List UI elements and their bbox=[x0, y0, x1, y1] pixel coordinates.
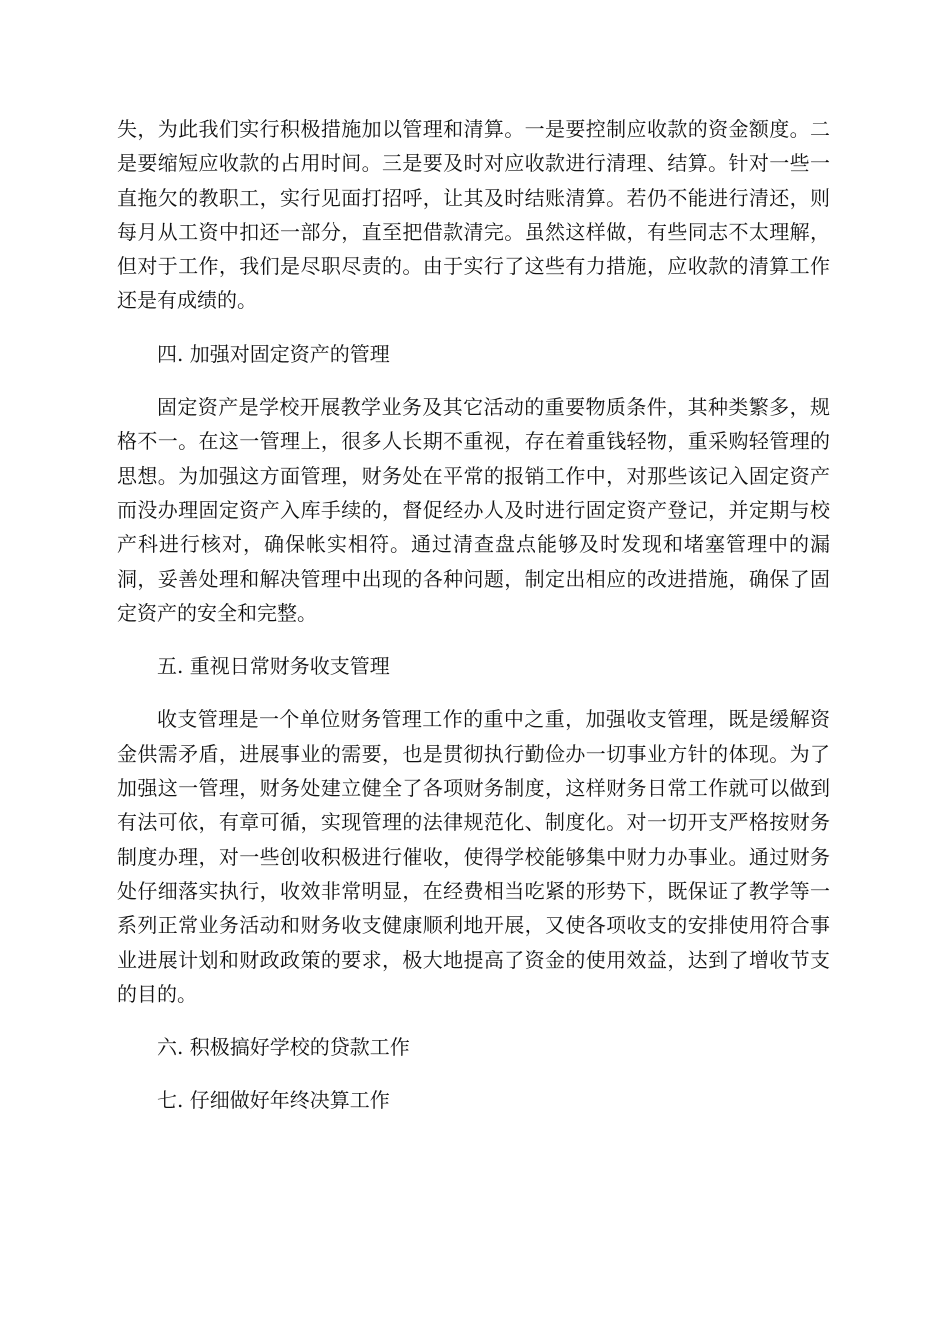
heading-daily-finance: 五. 重视日常财务收支管理 bbox=[157, 654, 390, 679]
heading-loans: 六. 积极搞好学校的贷款工作 bbox=[157, 1035, 410, 1060]
paragraph-fixed-assets: 固定资产是学校开展教学业务及其它活动的重要物质条件，其种类繁多，规格不一。在这一管理上，很多人长期不重视，存在着重钱轻物，重采购轻管理的思想。为加强这方面管理，财务处在平常的报销工作中，对那些该记入固定资产而没办理固定资产入库手续的，督促经办人及时进行固定资产登记，并定期与校产科进行核对，确保帐实相符。通过清查盘点能够及时发现和堵塞管理中的漏洞，妥善处理和解决管理中出现的各种问题，制定出相应的改进措施，确保了固定资产的安全和完整。 bbox=[117, 395, 830, 625]
paragraph-receivables: 失，为此我们实行积极措施加以管理和清算。一是要控制应收款的资金额度。二是要缩短应收款的占用时间。三是要及时对应收款进行清理、结算。针对一些一直拖欠的教职工，实行见面打招呼，让其及时结账清算。若仍不能进行清还，则每月从工资中扣还一部分，直至把借款清完。虽然这样做，有些同志不太理解，但对于工作，我们是尽职尽责的。由于实行了这些有力措施，应收款的清算工作还是有成绩的。 bbox=[117, 117, 830, 313]
paragraph-daily-finance: 收支管理是一个单位财务管理工作的重中之重，加强收支管理，既是缓解资金供需矛盾，进展事业的需要，也是贯彻执行勤俭办一切事业方针的体现。为了加强这一管理，财务处建立健全了各项财务制度，这样财务日常工作就可以做到有法可依，有章可循，实现管理的法律规范化、制度化。对一切开支严格按财务制度办理，对一些创收积极进行催收，使得学校能够集中财力办事业。通过财务处仔细落实执行，收效非常明显，在经费相当吃紧的形势下，既保证了教学等一系列正常业务活动和财务收支健康顺利地开展，又使各项收支的安排使用符合事业进展计划和财政政策的要求，极大地提高了资金的使用效益，达到了增收节支的目的。 bbox=[117, 707, 830, 1006]
heading-year-end-accounts: 七. 仔细做好年终决算工作 bbox=[157, 1088, 390, 1113]
heading-fixed-assets: 四. 加强对固定资产的管理 bbox=[157, 341, 390, 366]
document-page bbox=[117, 112, 830, 1137]
